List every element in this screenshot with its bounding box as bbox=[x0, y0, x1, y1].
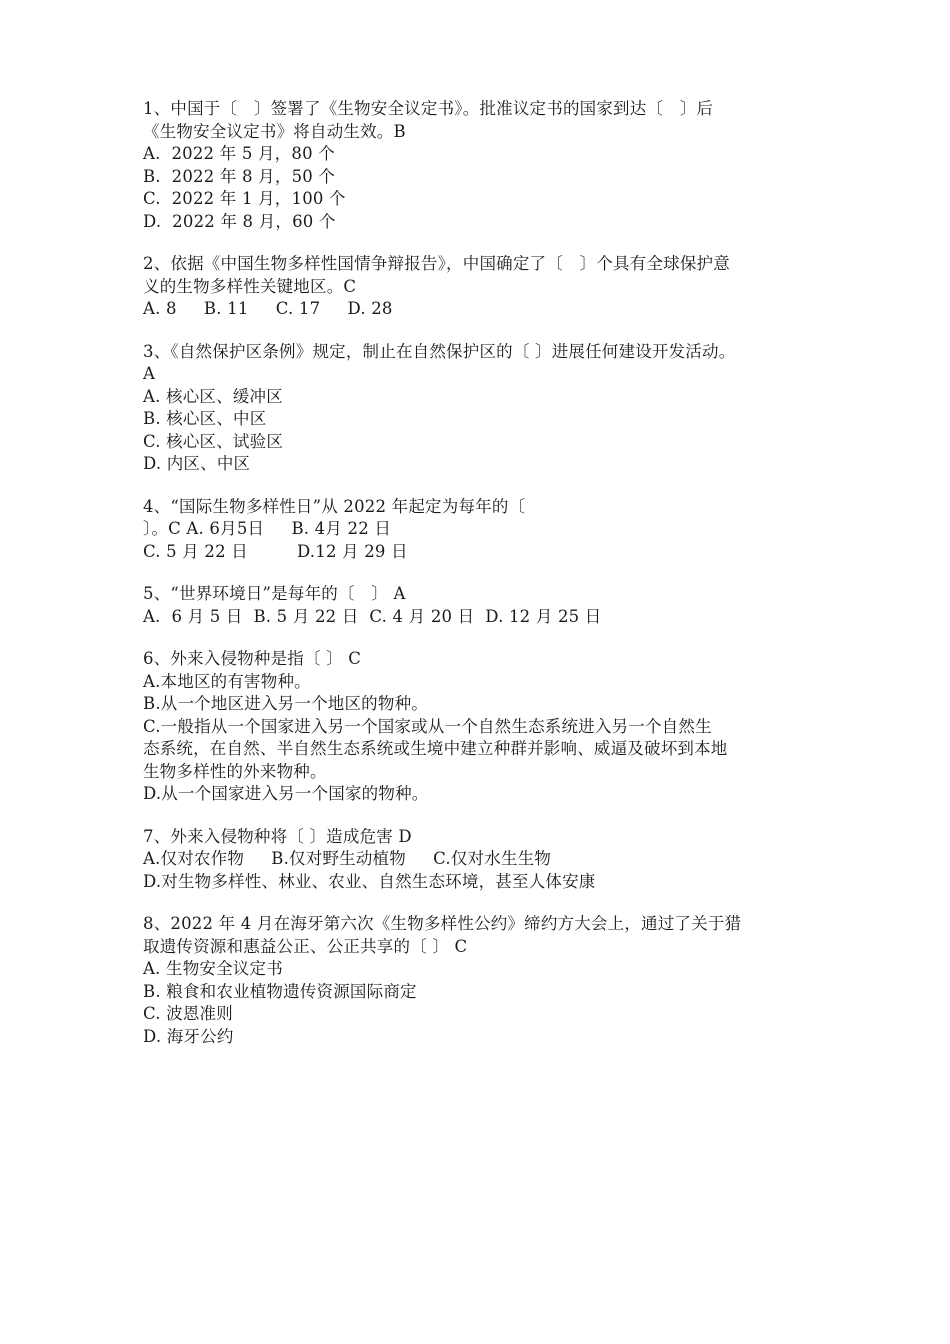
question-8-option-d: D. 海牙公约 bbox=[143, 1026, 234, 1046]
question-8-option-c: C. 波恩准则 bbox=[143, 1004, 233, 1023]
question-6-option-c-3: 生物多样性的外来物种。 bbox=[143, 761, 327, 781]
question-1-line-1: 1、中国于〔 〕签署了《生物安全议定书》。批准议定书的国家到达〔 〕后 bbox=[143, 99, 714, 118]
question-4-line-3: C. 5 月 22 日 D.12 月 29 日 bbox=[143, 541, 408, 561]
question-2-line-1: 2、依据《中国生物多样性国情争辩报告》，中国确定了〔 〕个具有全球保护意 bbox=[143, 254, 730, 273]
question-4-line-2: 〕。C A. 6月5日 B. 4月 22 日 bbox=[143, 519, 392, 538]
question-7 bbox=[143, 826, 823, 894]
question-6-option-c-2: 态系统，在自然、半自然生态系统或生境中建立种群并影响、威逼及破坏到本地 bbox=[143, 739, 728, 758]
question-2-options: A. 8 B. 11 C. 17 D. 28 bbox=[143, 299, 393, 318]
question-6-option-b: B.从一个地区进入另一个地区的物种。 bbox=[143, 694, 428, 713]
document-page bbox=[143, 98, 823, 1068]
question-2-line-2: 义的生物多样性关键地区。C bbox=[143, 276, 357, 296]
question-6-option-c-1: C.一般指从一个国家进入另一个国家或从一个自然生态系统进入另一个自然生 bbox=[143, 716, 712, 736]
question-3-option-a: A. 核心区、缓冲区 bbox=[143, 386, 283, 406]
question-5-options: A. 6 月 5 日 B. 5 月 22 日 C. 4 月 20 日 D. 12 月 25 日 bbox=[143, 606, 602, 626]
question-1-option-b: B. 2022 年 8 月，50 个 bbox=[143, 166, 336, 186]
question-8-option-b: B. 粮食和农业植物遗传资源国际商定 bbox=[143, 981, 417, 1001]
question-3-option-d: D. 内区、中区 bbox=[143, 454, 251, 473]
question-1-option-a: A. 2022 年 5 月，80 个 bbox=[143, 144, 335, 163]
question-7-options-abc: A.仅对农作物 B.仅对野生动植物 C.仅对水生生物 bbox=[143, 849, 552, 868]
question-3-option-c: C. 核心区、试验区 bbox=[143, 431, 284, 451]
question-4-line-1: 4、“国际生物多样性日”从 2022 年起定为每年的〔 bbox=[143, 496, 526, 516]
question-7-option-d: D.对生物多样性、林业、农业、自然生态环境，甚至人体安康 bbox=[143, 871, 596, 891]
question-3-option-b: B. 核心区、中区 bbox=[143, 409, 267, 428]
question-8-option-a: A. 生物安全议定书 bbox=[143, 959, 283, 978]
question-1 bbox=[143, 98, 823, 233]
question-6 bbox=[143, 648, 823, 806]
question-5-line-1: 5、“世界环境日”是每年的〔 〕 A bbox=[143, 584, 406, 603]
question-8 bbox=[143, 913, 823, 1048]
question-6-option-d: D.从一个国家进入另一个国家的物种。 bbox=[143, 784, 429, 803]
question-1-option-d: D. 2022 年 8 月，60 个 bbox=[143, 211, 336, 231]
question-8-line-2: 取遗传资源和惠益公正、公正共享的〔 〕 C bbox=[143, 936, 468, 956]
question-6-option-a: A.本地区的有害物种。 bbox=[143, 671, 311, 691]
question-6-line-1: 6、外来入侵物种是指〔 〕 C bbox=[143, 649, 362, 668]
question-3-line-1: 3、《自然保护区条例》规定，制止在自然保护区的〔 〕进展任何建设开发活动。 bbox=[143, 341, 736, 361]
question-5 bbox=[143, 583, 823, 628]
question-1-option-c: C. 2022 年 1 月，100 个 bbox=[143, 189, 346, 208]
question-7-line-1: 7、外来入侵物种将〔 〕造成危害 D bbox=[143, 826, 412, 846]
question-3-answer: A bbox=[143, 364, 156, 383]
question-4 bbox=[143, 496, 823, 564]
question-3 bbox=[143, 341, 823, 476]
question-2 bbox=[143, 253, 823, 321]
question-8-line-1: 8、2022 年 4 月在海牙第六次《生物多样性公约》缔约方大会上，通过了关于猎 bbox=[143, 914, 742, 933]
question-1-line-2: 《生物安全议定书》将自动生效。B bbox=[143, 121, 406, 141]
